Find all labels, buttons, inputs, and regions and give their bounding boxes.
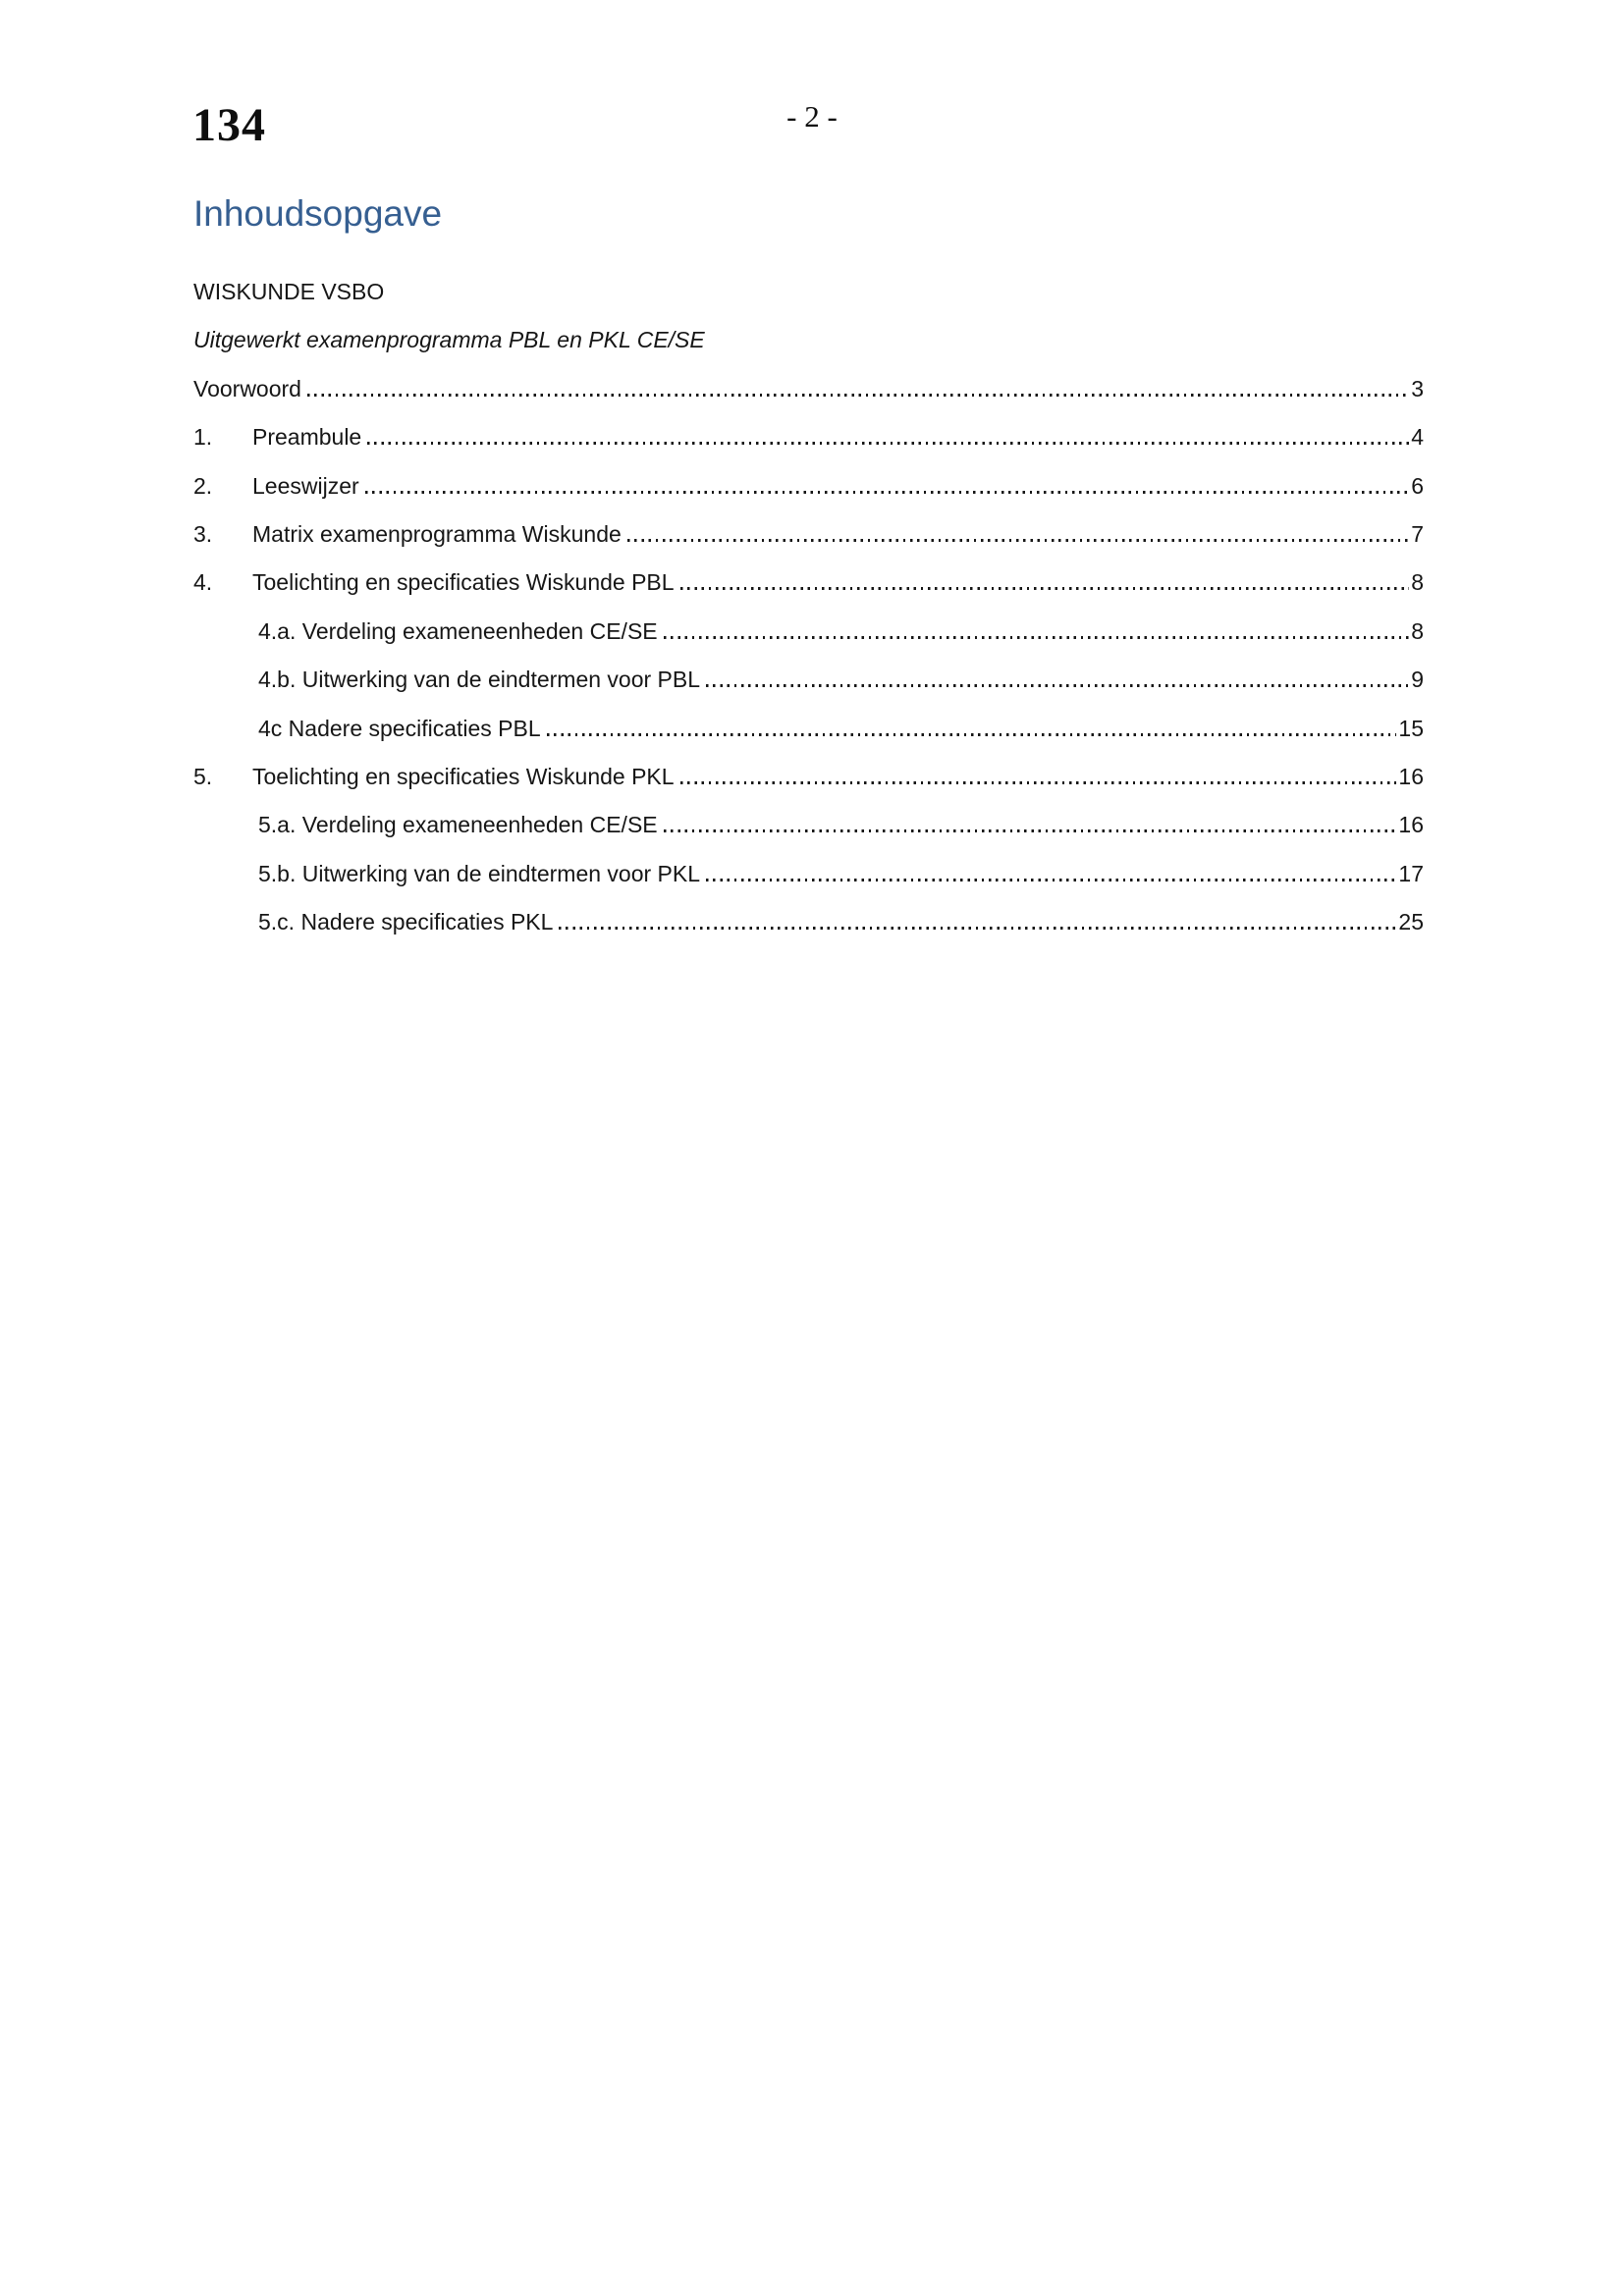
- toc-entry-page: 8: [1411, 569, 1424, 596]
- toc-entry-page: 3: [1411, 375, 1424, 401]
- toc-entry-page: 4: [1411, 424, 1424, 451]
- toc-entry-page: 16: [1398, 812, 1424, 838]
- toc-entry-label: Matrix examenprogramma Wiskunde: [252, 520, 622, 547]
- toc-entry: [193, 413, 1424, 461]
- toc-heading-text: Uitgewerkt examenprogramma PBL en PKL CE/SE: [193, 327, 705, 353]
- toc-leader-dots: [706, 684, 1409, 687]
- toc-entry: [193, 462, 1424, 510]
- toc-entry-number: 5.: [193, 763, 213, 789]
- toc-list: [193, 268, 1424, 946]
- toc-entry-page: 17: [1398, 860, 1424, 886]
- toc-entry-label: 4.b. Uitwerking van de eindtermen voor PBL: [258, 667, 701, 693]
- toc-entry: [193, 753, 1424, 801]
- toc-entry: [193, 559, 1424, 607]
- toc-entry-label: Leeswijzer: [252, 472, 359, 499]
- toc-entry-page: 16: [1398, 763, 1424, 789]
- toc-entry: [193, 850, 1424, 898]
- header-page-number: - 2 -: [786, 99, 838, 133]
- corner-number: 134: [192, 99, 266, 151]
- toc-entry-label: 5.c. Nadere specificaties PKL: [258, 909, 554, 935]
- toc-entry: [193, 365, 1424, 413]
- toc-entry-label: 4c Nadere specificaties PBL: [258, 715, 541, 741]
- toc-entry-label: Toelichting en specificaties Wiskunde PBL: [252, 569, 675, 596]
- toc-entry: [193, 608, 1424, 656]
- toc-entry-label: Toelichting en specificaties Wiskunde PKL: [252, 763, 675, 789]
- toc-entry-label: 5.a. Verdeling exameneenheden CE/SE: [258, 812, 658, 838]
- toc-heading-line: [193, 316, 1424, 364]
- toc-entry-label: 5.b. Uitwerking van de eindtermen voor PKL: [258, 860, 701, 886]
- toc-entry-label: 4.a. Verdeling exameneenheden CE/SE: [258, 617, 658, 644]
- toc-leader-dots: [627, 539, 1409, 542]
- toc-leader-dots: [664, 636, 1410, 639]
- toc-leader-dots: [307, 394, 1409, 397]
- toc-entry: [193, 898, 1424, 946]
- toc-leader-dots: [367, 442, 1409, 445]
- toc-entry-page: 9: [1411, 667, 1424, 693]
- toc-leader-dots: [680, 781, 1397, 784]
- toc-entry: [193, 656, 1424, 704]
- toc-leader-dots: [706, 879, 1396, 881]
- toc-entry-page: 25: [1398, 909, 1424, 935]
- page-title: Inhoudsopgave: [193, 193, 443, 234]
- toc-entry-page: 7: [1411, 520, 1424, 547]
- toc-entry-label: Voorwoord: [193, 375, 301, 401]
- toc-entry-page: 15: [1398, 715, 1424, 741]
- toc-leader-dots: [559, 927, 1396, 930]
- toc-entry-label: Preambule: [252, 424, 362, 451]
- toc-leader-dots: [664, 829, 1397, 832]
- toc-entry: [193, 705, 1424, 753]
- toc-entry: [193, 510, 1424, 559]
- toc-leader-dots: [547, 733, 1397, 736]
- toc-entry-page: 8: [1411, 617, 1424, 644]
- toc-entry-page: 6: [1411, 472, 1424, 499]
- toc-entry-number: 2.: [193, 472, 213, 499]
- toc-entry: [193, 801, 1424, 849]
- toc-leader-dots: [365, 491, 1410, 494]
- toc-entry-number: 3.: [193, 520, 213, 547]
- toc-entry-number: 1.: [193, 424, 213, 451]
- toc-heading-text: WISKUNDE VSBO: [193, 279, 385, 304]
- toc-entry-number: 4.: [193, 569, 213, 596]
- toc-heading-line: [193, 268, 1424, 316]
- toc-leader-dots: [680, 587, 1410, 590]
